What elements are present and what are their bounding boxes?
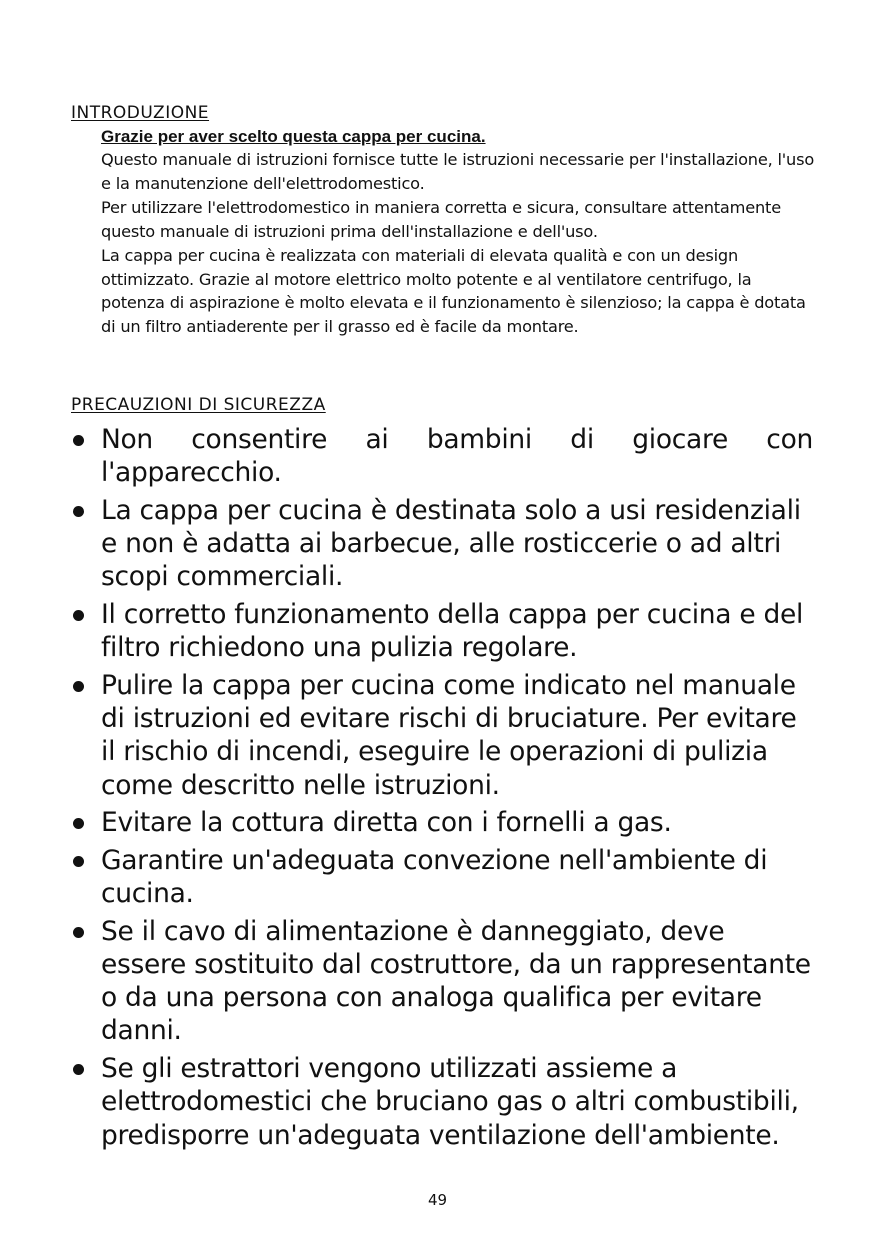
list-item-text: [101, 423, 813, 489]
introduction-paragraph: Per utilizzare l'elettrodomestico in maniera corretta e sicura, consultare attentamente questo manuale di istruzioni prima dell'installazione e dell'uso.: [101, 197, 781, 241]
list-item-text: Se il cavo di alimentazione è danneggiato, deve essere sostituito dal costruttore, da un rappresentante o da una persona con analoga qualifica per evitare danni.: [101, 915, 811, 1047]
bullet-icon: [73, 506, 84, 517]
list-item: [71, 915, 813, 1048]
list-item: [71, 806, 813, 839]
bullet-icon: [73, 610, 84, 621]
bullet-icon: [73, 818, 84, 829]
safety-heading: PRECAUZIONI DI SICUREZZA: [71, 395, 326, 415]
list-item-text: Garantire un'adeguata convezione nell'ambiente di cucina.: [101, 844, 768, 910]
introduction-body: [101, 126, 817, 339]
list-item-line: Non consentire ai bambini di giocare con: [101, 424, 813, 455]
page-number: 49: [427, 1191, 448, 1209]
list-item-line: l'apparecchio.: [101, 457, 282, 489]
introduction-heading: INTRODUZIONE: [71, 103, 210, 123]
bullet-icon: [73, 435, 84, 446]
list-item-text: Il corretto funzionamento della cappa per cucina e del filtro richiedono una pulizia regolare.: [101, 599, 804, 664]
bullet-icon: [73, 927, 84, 938]
list-item: [71, 423, 813, 489]
list-item: [71, 598, 813, 664]
list-item: [71, 844, 813, 910]
bullet-icon: [73, 681, 84, 692]
list-item-text: La cappa per cucina è destinata solo a usi residenziali e non è adatta ai barbecue, alle rosticcerie o ad altri scopi commerciali.: [101, 494, 801, 593]
list-item-text: Se gli estrattori vengono utilizzati assieme a elettrodomestici che bruciano gas o altri combustibili, predisporre un'adeguata ventilazione dell'ambiente.: [101, 1053, 799, 1151]
safety-precautions-list: [71, 423, 813, 1156]
list-item-text: Evitare la cottura diretta con i fornelli a gas.: [101, 807, 672, 839]
list-item-text: Pulire la cappa per cucina come indicato nel manuale di istruzioni ed evitare rischi di bruciature. Per evitare il rischio di incendi, eseguire le operazioni di pulizia come descritto nelle istruzioni.: [101, 669, 797, 801]
bullet-icon: [73, 856, 84, 867]
list-item: [71, 669, 813, 802]
introduction-subtitle: Grazie per aver scelto questa cappa per cucina.: [101, 127, 486, 146]
list-item: [71, 1052, 813, 1152]
list-item: [71, 494, 813, 594]
bullet-icon: [73, 1064, 84, 1075]
introduction-paragraph: Questo manuale di istruzioni fornisce tutte le istruzioni necessarie per l'installazione, l'uso e la manutenzione dell'elettrodomestico.: [101, 150, 815, 193]
introduction-paragraph: La cappa per cucina è realizzata con materiali di elevata qualità e con un design ottimizzato. Grazie al motore elettrico molto potente e al ventilatore centrifugo, la potenza di aspirazione è molto elevata e il funzionamento è silenzioso; la cappa è dotata di un filtro antiaderente per il grasso ed è facile da montare.: [101, 245, 806, 337]
